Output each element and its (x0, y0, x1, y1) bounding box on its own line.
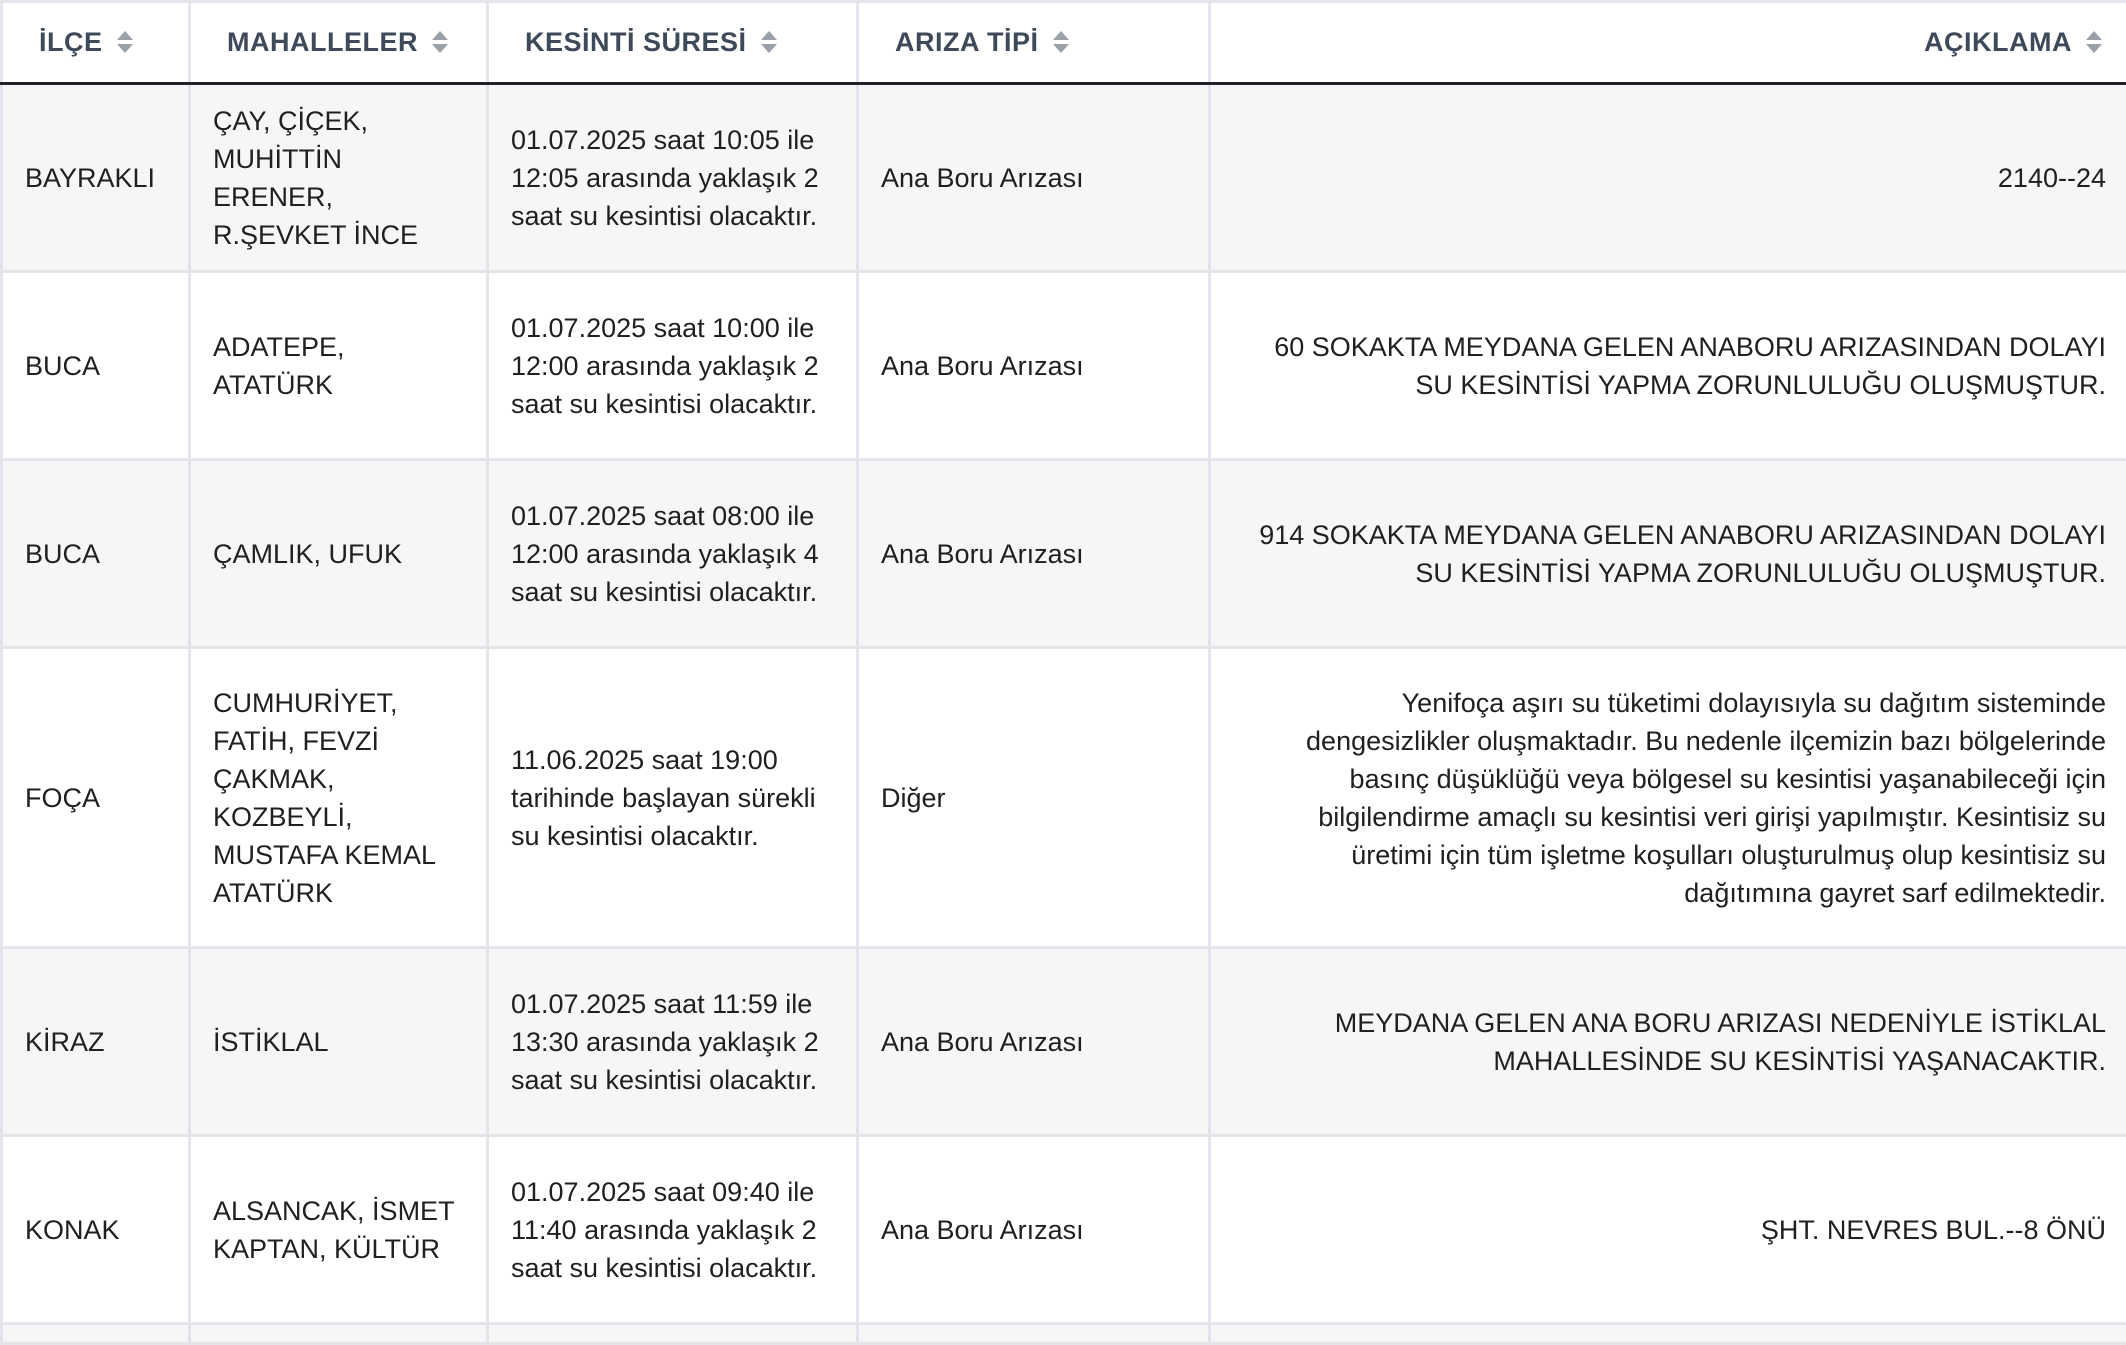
table-row (2, 84, 2126, 272)
table-row (2, 948, 2126, 1136)
duration-cell: 01.07.2025 saat 11:59 ile 13:30 arasında yaklaşık 2 saat su kesintisi olacaktır. (488, 948, 858, 1136)
fault-type-cell: Diğer (858, 648, 1210, 948)
description-cell: 914 SOKAKTA MEYDANA GELEN ANABORU ARIZASINDAN DOLAYI SU KESİNTİSİ YAPMA ZORUNLULUĞU OLUŞMUŞTUR. (1210, 460, 2126, 648)
table-body (2, 84, 2126, 1344)
description-cell: MEYDANA GELEN ANA BORU ARIZASI NEDENİYLE İSTİKLAL MAHALLESİNDE SU KESİNTİSİ YAŞANACAKTIR. (1210, 948, 2126, 1136)
duration-cell: 01.07.2025 saat 10:00 ile 12:00 arasında yaklaşık 2 saat su kesintisi olacaktır. (488, 272, 858, 460)
description-cell: Yenifoça aşırı su tüketimi dolayısıyla su dağıtım sisteminde dengesizlikler oluşmaktadır. Bu nedenle ilçemizin bazı bölgelerinde basınç düşüklüğü veya bölgesel su kesintisi yaşanabileceği için bilgilendirme amaçlı su kesintisi veri girişi yapılmıştır. Kesintisiz su üretimi için tüm işletme koşulları oluşturulmuş olup kesintisiz su dağıtımına gayret sarf edilmektedir. (1210, 648, 2126, 948)
column-header-district[interactable] (2, 2, 190, 84)
district-cell: KİRAZ (2, 948, 190, 1136)
sort-icon[interactable] (1053, 31, 1069, 53)
neighborhoods-cell: ÇAMLIK, UFUK (190, 460, 488, 648)
header-row (2, 2, 2126, 84)
column-header-description[interactable] (1210, 2, 2126, 84)
column-header-label: MAHALLELER (227, 27, 418, 57)
neighborhoods-cell: ALSANCAK, İSMET KAPTAN, KÜLTÜR (190, 1136, 488, 1324)
table-row (2, 460, 2126, 648)
duration-cell: 01.07.2025 saat 09:40 ile 11:40 arasında yaklaşık 2 saat su kesintisi olacaktır. (488, 1136, 858, 1324)
table-header (2, 2, 2126, 84)
sort-icon[interactable] (432, 31, 448, 53)
fault-type-cell: Ana Boru Arızası (858, 84, 1210, 272)
description-cell: ŞHT. NEVRES BUL.--8 ÖNÜ (1210, 1136, 2126, 1324)
column-header-label: KESİNTİ SÜRESİ (525, 27, 747, 57)
sort-icon[interactable] (117, 31, 133, 53)
district-cell: BAYRAKLI (2, 84, 190, 272)
district-cell: KONAK (2, 1136, 190, 1324)
empty-cell (858, 1324, 1210, 1344)
fault-type-cell: Ana Boru Arızası (858, 1136, 1210, 1324)
neighborhoods-cell: İSTİKLAL (190, 948, 488, 1136)
fault-type-cell: Ana Boru Arızası (858, 948, 1210, 1136)
neighborhoods-cell: CUMHURİYET, FATİH, FEVZİ ÇAKMAK, KOZBEYLİ, MUSTAFA KEMAL ATATÜRK (190, 648, 488, 948)
empty-cell (1210, 1324, 2126, 1344)
column-header-fault-type[interactable] (858, 2, 1210, 84)
sort-icon[interactable] (761, 31, 777, 53)
description-cell: 2140--24 (1210, 84, 2126, 272)
fault-type-cell: Ana Boru Arızası (858, 272, 1210, 460)
duration-cell: 11.06.2025 saat 19:00 tarihinde başlayan sürekli su kesintisi olacaktır. (488, 648, 858, 948)
district-cell: FOÇA (2, 648, 190, 948)
district-cell: BUCA (2, 272, 190, 460)
sort-icon[interactable] (2086, 31, 2102, 53)
description-cell: 60 SOKAKTA MEYDANA GELEN ANABORU ARIZASINDAN DOLAYI SU KESİNTİSİ YAPMA ZORUNLULUĞU OLUŞMUŞTUR. (1210, 272, 2126, 460)
empty-cell (190, 1324, 488, 1344)
column-header-label: ARIZA TİPİ (895, 27, 1039, 57)
column-header-duration[interactable] (488, 2, 858, 84)
neighborhoods-cell: ÇAY, ÇİÇEK, MUHİTTİN ERENER, R.ŞEVKET İNCE (190, 84, 488, 272)
district-cell: BUCA (2, 460, 190, 648)
column-header-label: İLÇE (39, 27, 103, 57)
empty-cell (2, 1324, 190, 1344)
table-row (2, 272, 2126, 460)
column-header-neighborhoods[interactable] (190, 2, 488, 84)
empty-cell (488, 1324, 858, 1344)
table-row (2, 1136, 2126, 1324)
column-header-label: AÇIKLAMA (1924, 27, 2072, 57)
table-row-partial (2, 1324, 2126, 1344)
neighborhoods-cell: ADATEPE, ATATÜRK (190, 272, 488, 460)
duration-cell: 01.07.2025 saat 10:05 ile 12:05 arasında yaklaşık 2 saat su kesintisi olacaktır. (488, 84, 858, 272)
table-row (2, 648, 2126, 948)
fault-type-cell: Ana Boru Arızası (858, 460, 1210, 648)
duration-cell: 01.07.2025 saat 08:00 ile 12:00 arasında yaklaşık 4 saat su kesintisi olacaktır. (488, 460, 858, 648)
